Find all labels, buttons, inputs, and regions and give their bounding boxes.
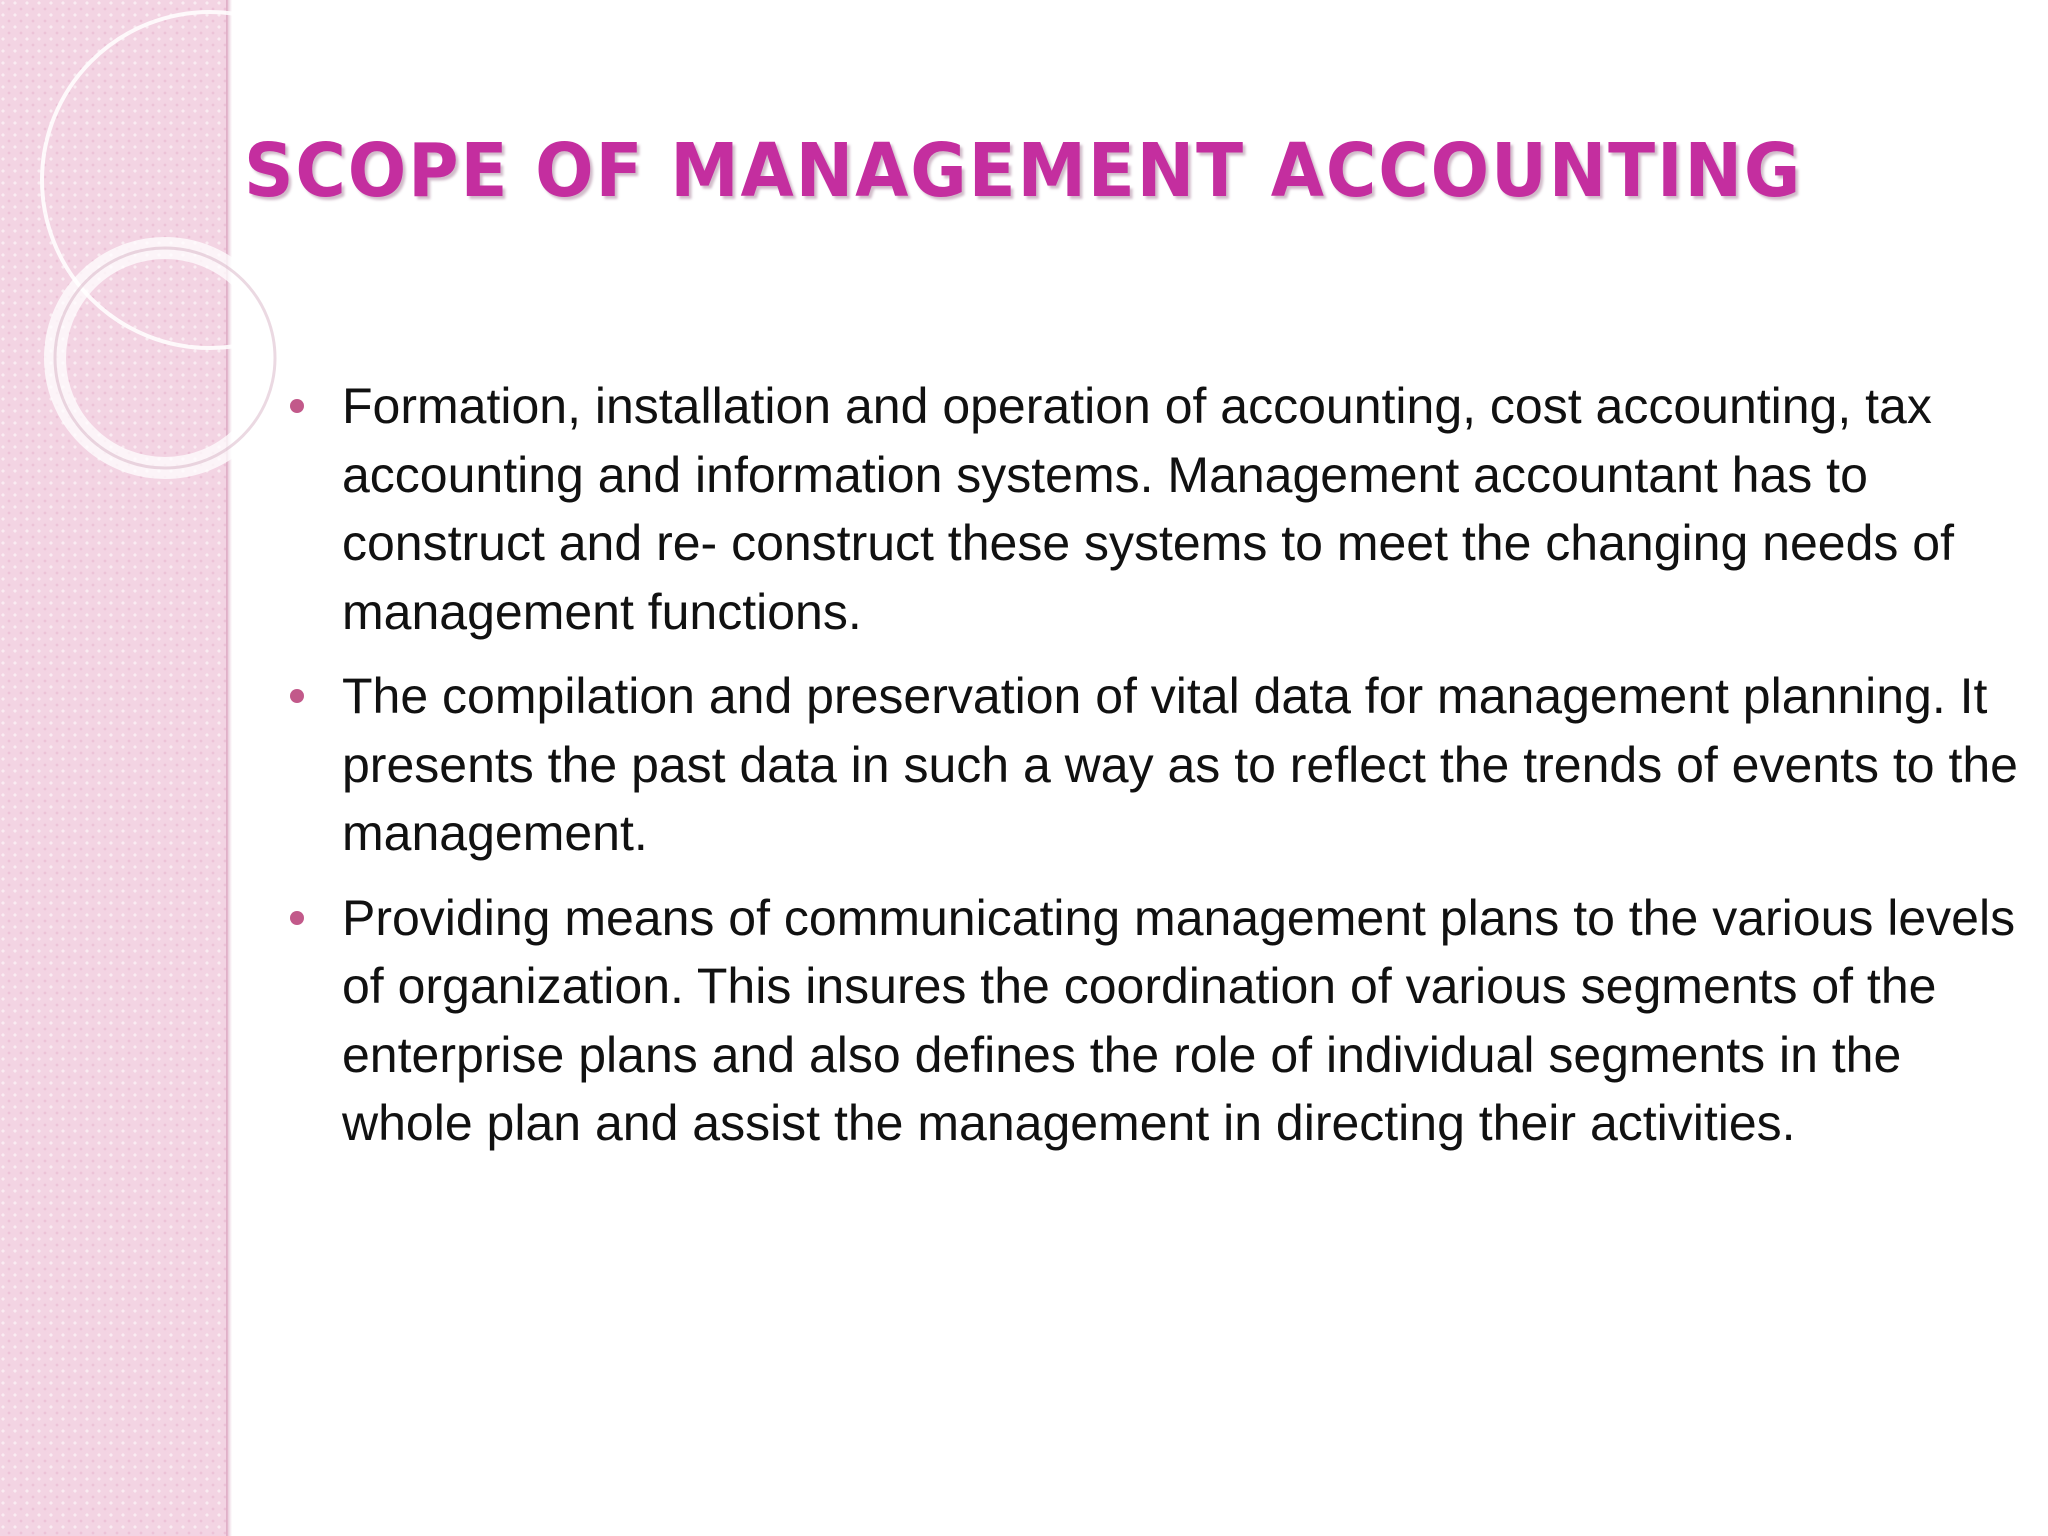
bullet-item bbox=[284, 884, 2019, 1158]
sidebar-edge bbox=[226, 0, 232, 1536]
bullet-list bbox=[284, 372, 2019, 1174]
decorative-sidebar bbox=[0, 0, 228, 1536]
slide-title: SCOPE OF MANAGEMENT ACCOUNTING bbox=[244, 128, 1803, 214]
bullet-dot-icon bbox=[290, 399, 304, 413]
bullet-text: Providing means of communicating management plans to the various levels of organization. This insures the coordination of various segments of the enterprise plans and also defines the role of individual segments in the whole plan and assist the management in directing their activities. bbox=[342, 889, 2016, 1151]
bullet-dot-icon bbox=[290, 689, 304, 703]
bullet-dot-icon bbox=[290, 911, 304, 925]
bullet-text: Formation, installation and operation of accounting, cost accounting, tax accounting and information systems. Management accountant has to construct and re- construct these systems to meet the changing needs of management functions. bbox=[342, 378, 1954, 640]
bullet-text: The compilation and preservation of vital data for management planning. It presents the past data in such a way as to reflect the trends of events to the management. bbox=[342, 668, 2018, 861]
bullet-item bbox=[284, 372, 2019, 646]
bullet-item bbox=[284, 662, 2019, 868]
